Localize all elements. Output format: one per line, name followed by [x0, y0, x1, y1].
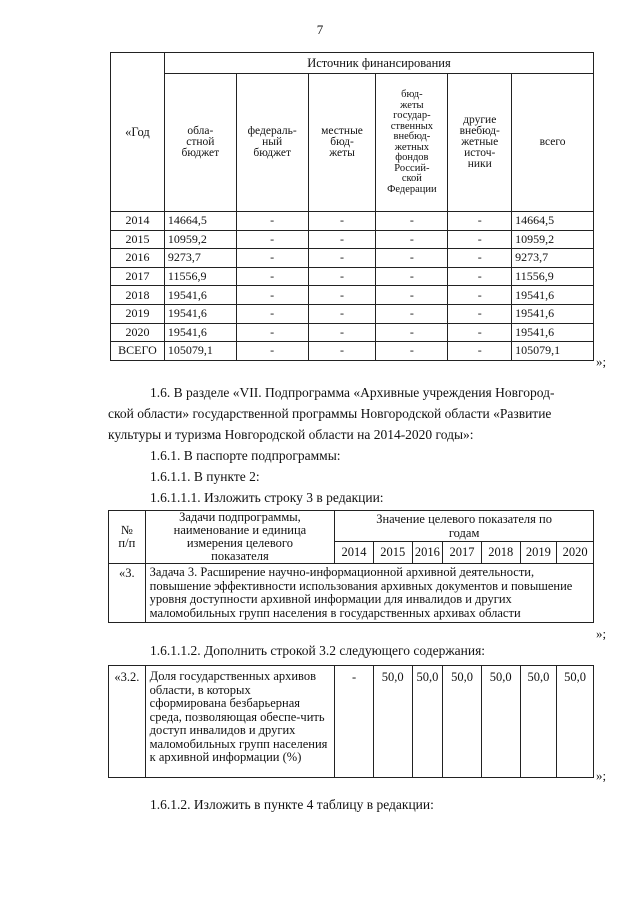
value-cell: 19541,6 [512, 286, 594, 305]
value-cell: 9273,7 [164, 249, 236, 268]
value-cell: - [236, 286, 308, 305]
indicator-value-cell: 50,0 [520, 666, 557, 778]
year-header-cell: 2015 [373, 542, 412, 564]
value-cell: 19541,6 [164, 304, 236, 323]
value-cell: - [376, 304, 448, 323]
indicator-value-cell: - [335, 666, 374, 778]
funding-row [111, 212, 594, 231]
funding-row [111, 230, 594, 249]
funding-table-closing: »; [596, 354, 607, 369]
value-cell: 11556,9 [164, 267, 236, 286]
year-cell: 2019 [111, 304, 165, 323]
paragraph-1-6-1-2: 1.6.1.2. Изложить в пункте 4 таблицу в редакции: [150, 797, 434, 812]
value-cell: 14664,5 [164, 212, 236, 231]
value-cell: 19541,6 [512, 304, 594, 323]
value-cell: - [448, 323, 512, 342]
value-cell: - [236, 304, 308, 323]
value-cell: - [448, 267, 512, 286]
value-cell: - [448, 304, 512, 323]
indicator-table-closing: »; [596, 768, 607, 783]
col-tasks: Задачи подпрограммы, наименование и единица измерения целевого показателя [145, 511, 335, 564]
value-cell: - [308, 342, 376, 361]
funding-row [111, 267, 594, 286]
value-cell: - [376, 230, 448, 249]
value-cell: - [376, 342, 448, 361]
year-header-cell: 2014 [335, 542, 374, 564]
paragraph-1-6-cont1: ской области» государственной программы Новгородской области «Развитие [108, 406, 552, 421]
paragraph-1-6-1-1-2: 1.6.1.1.2. Дополнить строкой 3.2 следующего содержания: [150, 643, 486, 658]
value-cell: 11556,9 [512, 267, 594, 286]
year-cell: 2018 [111, 286, 165, 305]
year-header: «Год [111, 53, 165, 212]
year-header-cell: 2016 [412, 542, 443, 564]
value-cell: - [308, 212, 376, 231]
paragraph-1-6-1: 1.6.1. В паспорте подпрограммы: [150, 448, 341, 463]
indicator-value-cell: 50,0 [412, 666, 443, 778]
value-cell: - [448, 286, 512, 305]
value-cell: 19541,6 [164, 286, 236, 305]
paragraph-1-6-1-1: 1.6.1.1. В пункте 2: [150, 469, 260, 484]
value-cell: - [308, 267, 376, 286]
year-cell: 2020 [111, 323, 165, 342]
year-cell: 2016 [111, 249, 165, 268]
indicator-value-cell: 50,0 [557, 666, 594, 778]
source-header: Источник финансирования [164, 53, 593, 74]
col-regional-budget: обла- стной бюджет [164, 74, 236, 212]
col-local-budgets: местные бюд- жеты [308, 74, 376, 212]
value-cell: - [308, 323, 376, 342]
value-cell: - [448, 212, 512, 231]
value-cell: 105079,1 [164, 342, 236, 361]
page-number: 7 [316, 22, 324, 37]
value-cell: 19541,6 [512, 323, 594, 342]
funding-row [111, 286, 594, 305]
task-row-text: Задача 3. Расширение научно-информационной архивной деятельности, повышение эффективности использования архивных документов и повышение уровня доступности архивной информации для инвалидов и других маломобильных групп населения в государственных архивах области [145, 564, 593, 623]
year-header-cell: 2017 [443, 542, 482, 564]
value-cell: 9273,7 [512, 249, 594, 268]
year-header-cell: 2020 [557, 542, 594, 564]
year-cell: 2015 [111, 230, 165, 249]
value-cell: - [236, 323, 308, 342]
indicator-value-cell: 50,0 [443, 666, 482, 778]
col-number: № п/п [109, 511, 146, 564]
value-cell: - [236, 342, 308, 361]
year-header-cell: 2019 [520, 542, 557, 564]
funding-table [110, 52, 594, 361]
value-cell: - [448, 230, 512, 249]
value-cell: - [376, 323, 448, 342]
year-cell: 2014 [111, 212, 165, 231]
value-cell: - [236, 249, 308, 268]
paragraph-1-6-cont2: культуры и туризма Новгородской области на 2014-2020 годы»: [108, 427, 474, 442]
value-cell: - [376, 212, 448, 231]
funding-row [111, 342, 594, 361]
funding-row [111, 323, 594, 342]
indicator-value-cell: 50,0 [373, 666, 412, 778]
col-total: всего [512, 74, 594, 212]
col-target-values: Значение целевого показателя по годам [335, 511, 594, 542]
value-cell: 10959,2 [164, 230, 236, 249]
tasks-table [108, 510, 594, 623]
value-cell: - [376, 286, 448, 305]
col-federal-budget: федераль- ный бюджет [236, 74, 308, 212]
value-cell: - [376, 267, 448, 286]
funding-row [111, 304, 594, 323]
value-cell: - [236, 267, 308, 286]
paragraph-1-6: 1.6. В разделе «VII. Подпрограмма «Архивные учреждения Новгород- [150, 385, 555, 400]
indicator-value-cell: 50,0 [481, 666, 520, 778]
indicator-row-text: Доля государственных архивов области, в которых сформирована безбарьерная среда, позволяющая обеспе-чить доступ инвалидов и других маломобильных групп населения к архивной информации (%) [145, 666, 335, 778]
col-state-funds: бюд- жеты государ- ственных внебюд- жетных фондов Россий- ской Федерации [376, 74, 448, 212]
value-cell: - [308, 230, 376, 249]
funding-row [111, 249, 594, 268]
paragraph-1-6-1-1-1: 1.6.1.1.1. Изложить строку 3 в редакции: [150, 490, 384, 505]
value-cell: - [448, 249, 512, 268]
value-cell: - [236, 230, 308, 249]
value-cell: - [308, 249, 376, 268]
value-cell: - [308, 286, 376, 305]
task-row-number: «3. [109, 564, 146, 623]
value-cell: - [308, 304, 376, 323]
year-cell: ВСЕГО [111, 342, 165, 361]
value-cell: 10959,2 [512, 230, 594, 249]
value-cell: 19541,6 [164, 323, 236, 342]
tasks-table-closing: »; [596, 626, 607, 641]
year-header-cell: 2018 [481, 542, 520, 564]
col-other-sources: другие внебюд- жетные источ- ники [448, 74, 512, 212]
value-cell: - [376, 249, 448, 268]
value-cell: 14664,5 [512, 212, 594, 231]
value-cell: - [448, 342, 512, 361]
year-cell: 2017 [111, 267, 165, 286]
indicator-row-number: «3.2. [109, 666, 146, 778]
value-cell: - [236, 212, 308, 231]
indicator-table [108, 665, 594, 778]
value-cell: 105079,1 [512, 342, 594, 361]
